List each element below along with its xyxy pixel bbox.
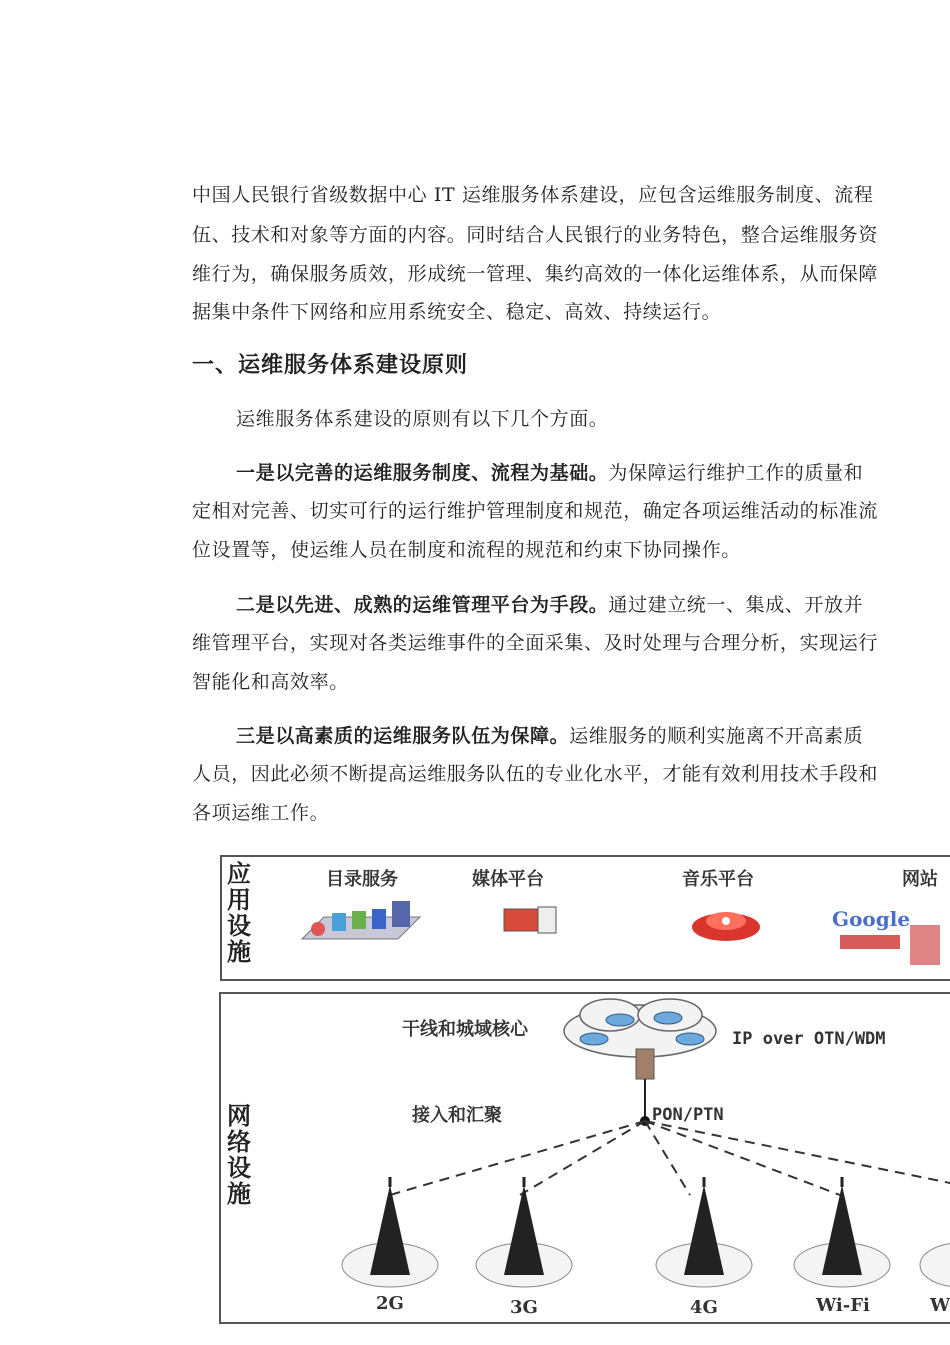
access-aggregation-label: 接入和汇聚 (412, 1105, 502, 1126)
principle-1-line-2: 定相对完善、切实可行的运行维护管理制度和规范，确定各项运维活动的标准流 (192, 500, 879, 522)
principle-2-text: 通过建立统一、集成、开放并 (608, 594, 864, 616)
principle-1-text: 为保障运行维护工作的质量和 (608, 462, 864, 484)
app-item-media-platform: 媒体平台 (472, 869, 544, 890)
principle-1-line-3: 位设置等，使运维人员在制度和流程的规范和约束下协同操作。 (192, 539, 741, 561)
app-item-music-platform: 音乐平台 (682, 869, 754, 890)
tower-w-label: W (930, 1295, 950, 1316)
tower-3g-label: 3G (510, 1297, 538, 1318)
app-item-website: 网站 (902, 869, 938, 890)
pon-ptn-label: PON/PTN (652, 1105, 724, 1125)
tower-w-icon (920, 1243, 950, 1287)
media-platform-icon (504, 907, 556, 933)
access-links (390, 1121, 950, 1195)
google-logo-text: Google (832, 907, 911, 931)
tower-wifi-label: Wi-Fi (816, 1295, 870, 1316)
lead-line: 运维服务体系建设的原则有以下几个方面。 (236, 408, 609, 430)
intro-line-4: 据集中条件下网络和应用系统安全、稳定、高效、持续运行。 (192, 301, 722, 323)
intro-line-1: 中国人民银行省级数据中心 IT 运维服务体系建设，应包含运维服务制度、流程 (192, 184, 874, 206)
tower-4g-label: 4G (690, 1297, 718, 1318)
principle-2-line-1 (192, 586, 863, 624)
principle-2-bold: 二是以先进、成熟的运维管理平台为手段。 (236, 594, 609, 616)
network-side-label: 网络设施 (227, 1102, 251, 1208)
tower-4g-icon (656, 1177, 752, 1287)
section-heading: 一、运维服务体系建设原则 (192, 353, 469, 378)
infrastructure-figure (220, 855, 950, 1345)
principle-3-text: 运维服务的顺利实施离不开高素质 (569, 725, 864, 747)
principle-3-bold: 三是以高素质的运维服务队伍为保障。 (236, 725, 570, 747)
directory-server-icon (302, 901, 420, 939)
principle-3-line-1 (192, 717, 863, 755)
ip-over-otn-label: IP over OTN/WDM (732, 1029, 886, 1049)
principle-3-line-2: 人员，因此必须不断提高运维服务队伍的专业化水平，才能有效利用技术手段和 (192, 763, 879, 785)
principle-2-line-2: 维管理平台，实现对各类运维事件的全面采集、及时处理与合理分析，实现运行 (192, 632, 879, 654)
intro-line-2: 伍、技术和对象等方面的内容。同时结合人民银行的业务特色，整合运维服务资 (192, 224, 879, 246)
intro-line-3: 维行为，确保服务质效，形成统一管理、集约高效的一体化运维体系，从而保障 (192, 263, 879, 285)
principle-2-line-3: 智能化和高效率。 (192, 671, 349, 693)
principle-1-line-1 (192, 454, 863, 492)
principle-1-bold: 一是以完善的运维服务制度、流程为基础。 (236, 462, 609, 484)
app-item-directory-service: 目录服务 (326, 869, 398, 890)
principle-3-line-3: 各项运维工作。 (192, 802, 330, 824)
music-platform-icon (692, 912, 760, 941)
core-network-label: 干线和城域核心 (402, 1019, 528, 1040)
application-side-label: 应用设施 (227, 860, 251, 966)
tower-2g-icon (342, 1177, 438, 1287)
core-network-cloud (564, 999, 716, 1057)
tower-3g-icon (476, 1177, 572, 1287)
tower-wifi-icon (794, 1177, 890, 1287)
tower-2g-label: 2G (376, 1293, 404, 1314)
website-logos-icon (840, 925, 940, 965)
